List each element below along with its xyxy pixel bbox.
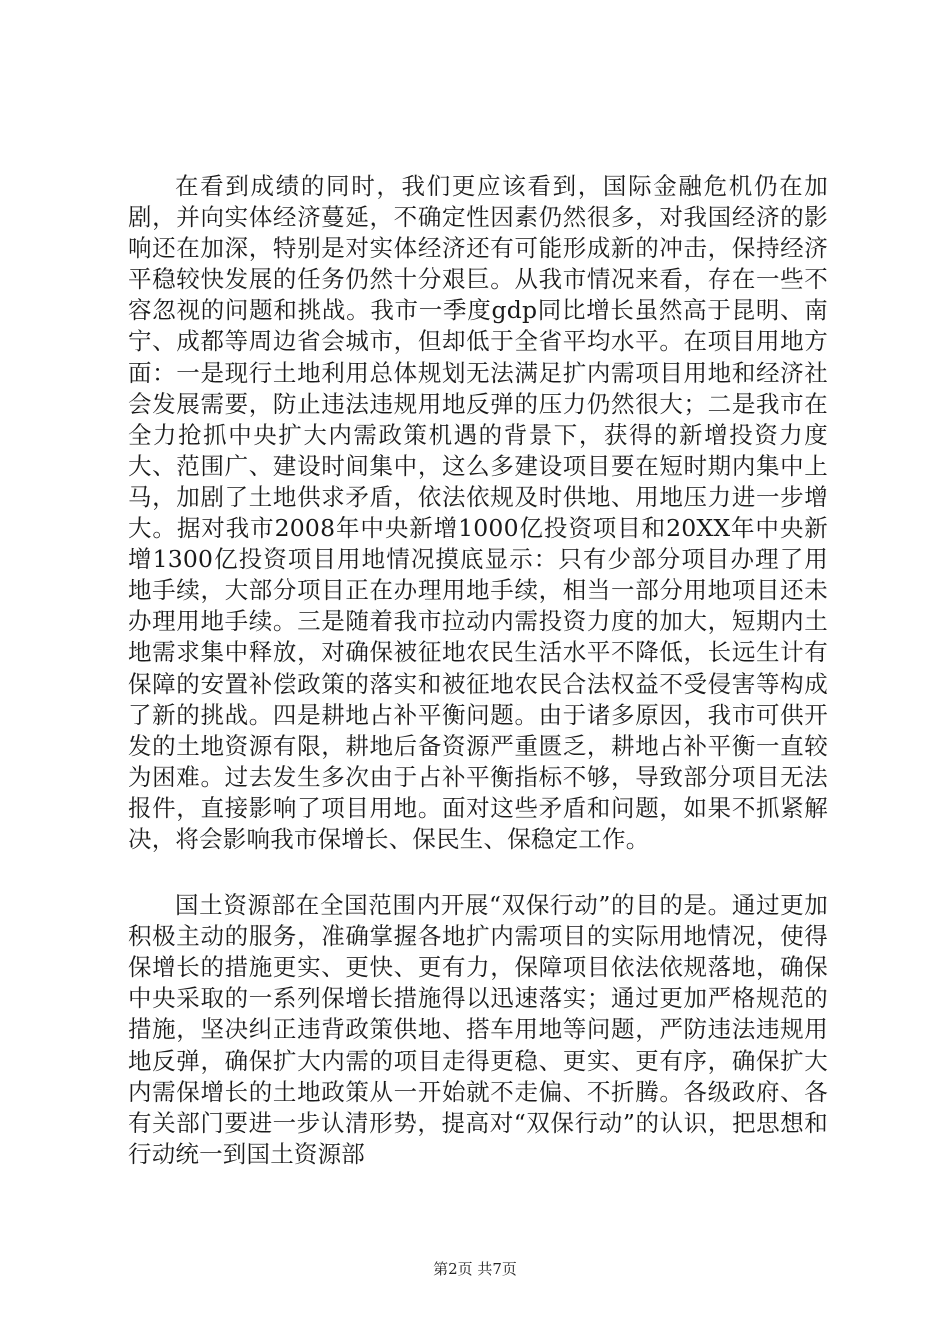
document-body bbox=[128, 171, 828, 1170]
paragraph-1: 在看到成绩的同时，我们更应该看到，国际金融危机仍在加剧，并向实体经济蔓延，不确定性因素仍然很多，对我国经济的影响还在加深，特别是对实体经济还有可能形成新的冲击，保持经济平稳较快发展的任务仍然十分艰巨。从我市情况来看，存在一些不容忽视的问题和挑战。我市一季度gdp同比增长虽然高于昆明、南宁、成都等周边省会城市，但却低于全省平均水平。在项目用地方面：一是现行土地利用总体规划无法满足扩内需项目用地和经济社会发展需要，防止违法违规用地反弹的压力仍然很大；二是我市在全力抢抓中央扩大内需政策机遇的背景下，获得的新增投资力度大、范围广、建设时间集中，这么多建设项目要在短时期内集中上马，加剧了土地供求矛盾，依法依规及时供地、用地压力进一步增大。据对我市2008年中央新增1000亿投资项目和20XX年中央新增1300亿投资项目用地情况摸底显示：只有少部分项目办理了用地手续，大部分项目正在办理用地手续，相当一部分用地项目还未办理用地手续。三是随着我市拉动内需投资力度的加大，短期内土地需求集中释放，对确保被征地农民生活水平不降低，长远生计有保障的安置补偿政策的落实和被征地农民合法权益不受侵害等构成了新的挑战。四是耕地占补平衡问题。由于诸多原因，我市可供开发的土地资源有限，耕地后备资源严重匮乏，耕地占补平衡一直较为困难。过去发生多次由于占补平衡指标不够，导致部分项目无法报件，直接影响了项目用地。面对这些矛盾和问题，如果不抓紧解决，将会影响我市保增长、保民生、保稳定工作。 bbox=[128, 172, 828, 853]
paragraph-2: 国土资源部在全国范围内开展“双保行动”的目的是。通过更加积极主动的服务，准确掌握各地扩内需项目的实际用地情况，使得保增长的措施更实、更快、更有力，保障项目依法依规落地，确保中央采取的一系列保增长措施得以迅速落实；通过更加严格规范的措施，坚决纠正违背政策供地、搭车用地等问题，严防违法违规用地反弹，确保扩大内需的项目走得更稳、更实、更有序，确保扩大内需保增长的土地政策从一开始就不走偏、不折腾。各级政府、各有关部门要进一步认清形势，提高对“双保行动”的认识，把思想和行动统一到国土资源部 bbox=[128, 891, 828, 1168]
page-number-footer: 第2页 共7页 bbox=[433, 1260, 517, 1278]
